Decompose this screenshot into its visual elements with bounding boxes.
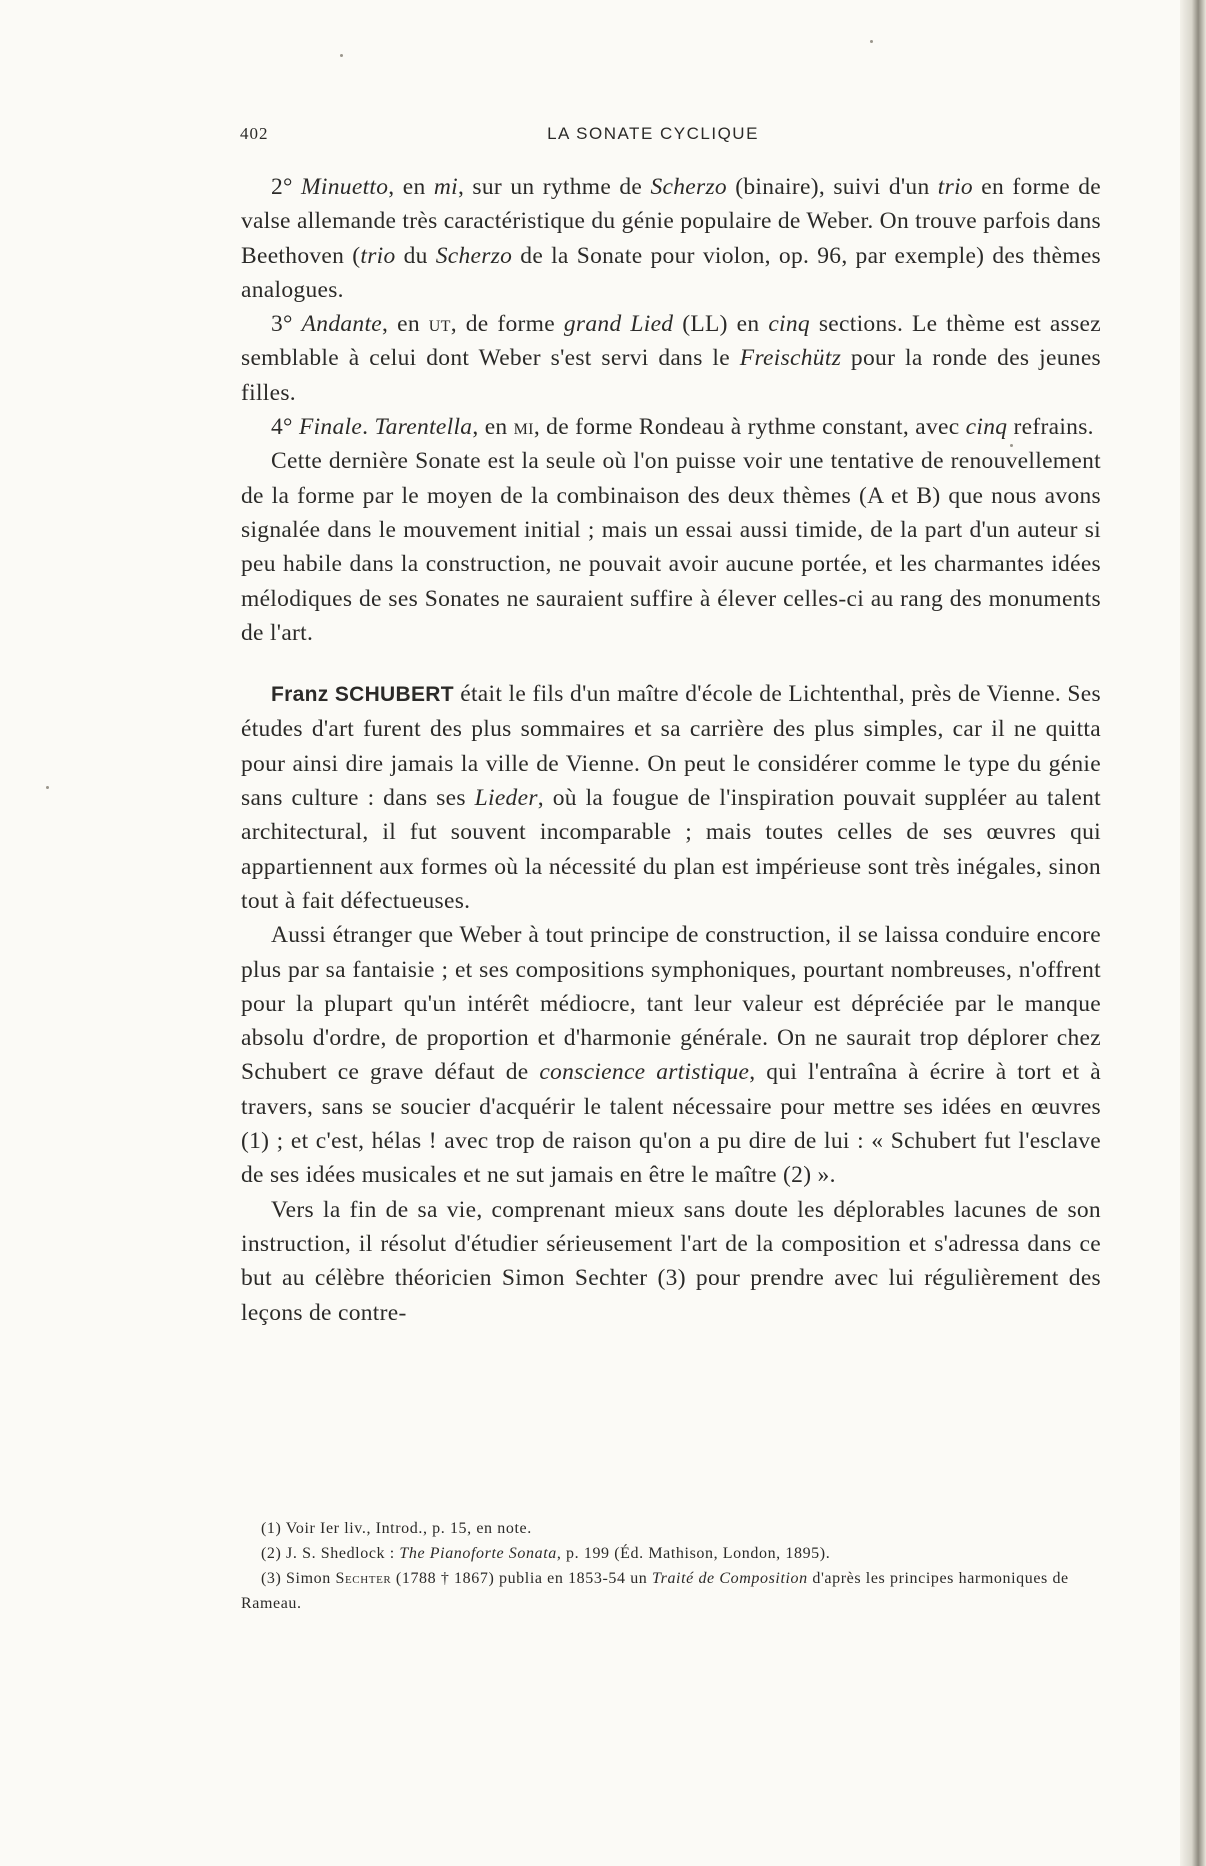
footnotes	[241, 1516, 1101, 1616]
composer-name: Franz SCHUBERT	[271, 683, 454, 707]
paragraph-schubert: Franz SCHUBERT était le fils d'un maître d'école de Lichtenthal, près de Vienne. Ses études d'art furent des plus sommaires et sa carrière des plus simples, car il ne quitta pour ainsi dire jamais la ville de Vienne. On peut le considérer comme le type du génie sans culture : dans ses Lieder, où la fougue de l'inspiration pouvait suppléer au talent architectural, il fut souvent incomparable ; mais toutes celles de ses œuvres qui appartiennent aux formes où la nécessité du plan est impérieuse sont très inégales, sinon tout à fait défectueuses.	[241, 681, 1101, 914]
paragraph-andante: 3° Andante, en ut, de forme grand Lied (LL) en cinq sections. Le thème est assez semblable à celui dont Weber s'est servi dans le Freischütz pour la ronde des jeunes filles.	[241, 311, 1101, 406]
page-number: 402	[240, 124, 269, 143]
paper-speck	[340, 54, 343, 57]
body-text	[241, 170, 1101, 1330]
footnote-2: (2) J. S. Shedlock : The Pianoforte Sonata, p. 199 (Éd. Mathison, London, 1895).	[261, 1545, 831, 1562]
paragraph-last-sonata: Cette dernière Sonate est la seule où l'on puisse voir une tentative de renouvellement de la forme par le moyen de la combinaison des deux thèmes (A et B) que nous avons signalée dans le mouvement initial ; mais un essai aussi timide, de la part d'un auteur si peu habile dans la construction, ne pouvait avoir aucune portée, et les charmantes idées mélodiques de ses Sonates ne sauraient suffire à élever celles-ci au rang des monuments de l'art.	[241, 448, 1101, 646]
footnote-1: (1) Voir Ier liv., Introd., p. 15, en note.	[261, 1520, 532, 1537]
running-head: LA SONATE CYCLIQUE	[547, 124, 759, 143]
paragraph-finale: 4° Finale. Tarentella, en mi, de forme Rondeau à rythme constant, avec cinq refrains.	[271, 414, 1094, 441]
paper-speck	[870, 40, 873, 43]
paper-speck	[1010, 444, 1013, 447]
paragraph-fantaisie: Aussi étranger que Weber à tout principe de construction, il se laissa conduire encore plus par sa fantaisie ; et ses compositions symphoniques, pourtant nombreuses, n'offrent pour la plupart qu'un intérêt médiocre, tant leur valeur est dépréciée par le manque absolu d'ordre, de proportion et d'harmonie générale. On ne saurait trop déplorer chez Schubert ce grave défaut de conscience artistique, qui l'entraîna à écrire à tort et à travers, sans se soucier d'acquérir le talent nécessaire pour mettre ses idées en œuvres (1) ; et c'est, hélas ! avec trop de raison qu'on a pu dire de lui : « Schubert fut l'esclave de ses idées musicales et ne sut jamais en être le maître (2) ».	[241, 922, 1101, 1189]
footnote-3: (3) Simon Sechter (1788 † 1867) publia en 1853-54 un Traité de Composition d'après les principes harmoniques de Rameau.	[241, 1570, 1069, 1612]
paragraph-minuetto: 2° Minuetto, en mi, sur un rythme de Scherzo (binaire), suivi d'un trio en forme de valse allemande très caractéristique du génie populaire de Weber. On trouve parfois dans Beethoven (trio du Scherzo de la Sonate pour violon, op. 96, par exemple) des thèmes analogues.	[241, 174, 1101, 303]
paper-speck	[46, 786, 49, 789]
page-edge-shadow	[1180, 0, 1206, 1866]
paragraph-sechter: Vers la fin de sa vie, comprenant mieux sans doute les déplorables lacunes de son instruction, il résolut d'étudier sérieusement l'art de la composition et s'adressa dans ce but au célèbre théoricien Simon Sechter (3) pour prendre avec lui régulièrement des leçons de contre-	[241, 1196, 1101, 1326]
